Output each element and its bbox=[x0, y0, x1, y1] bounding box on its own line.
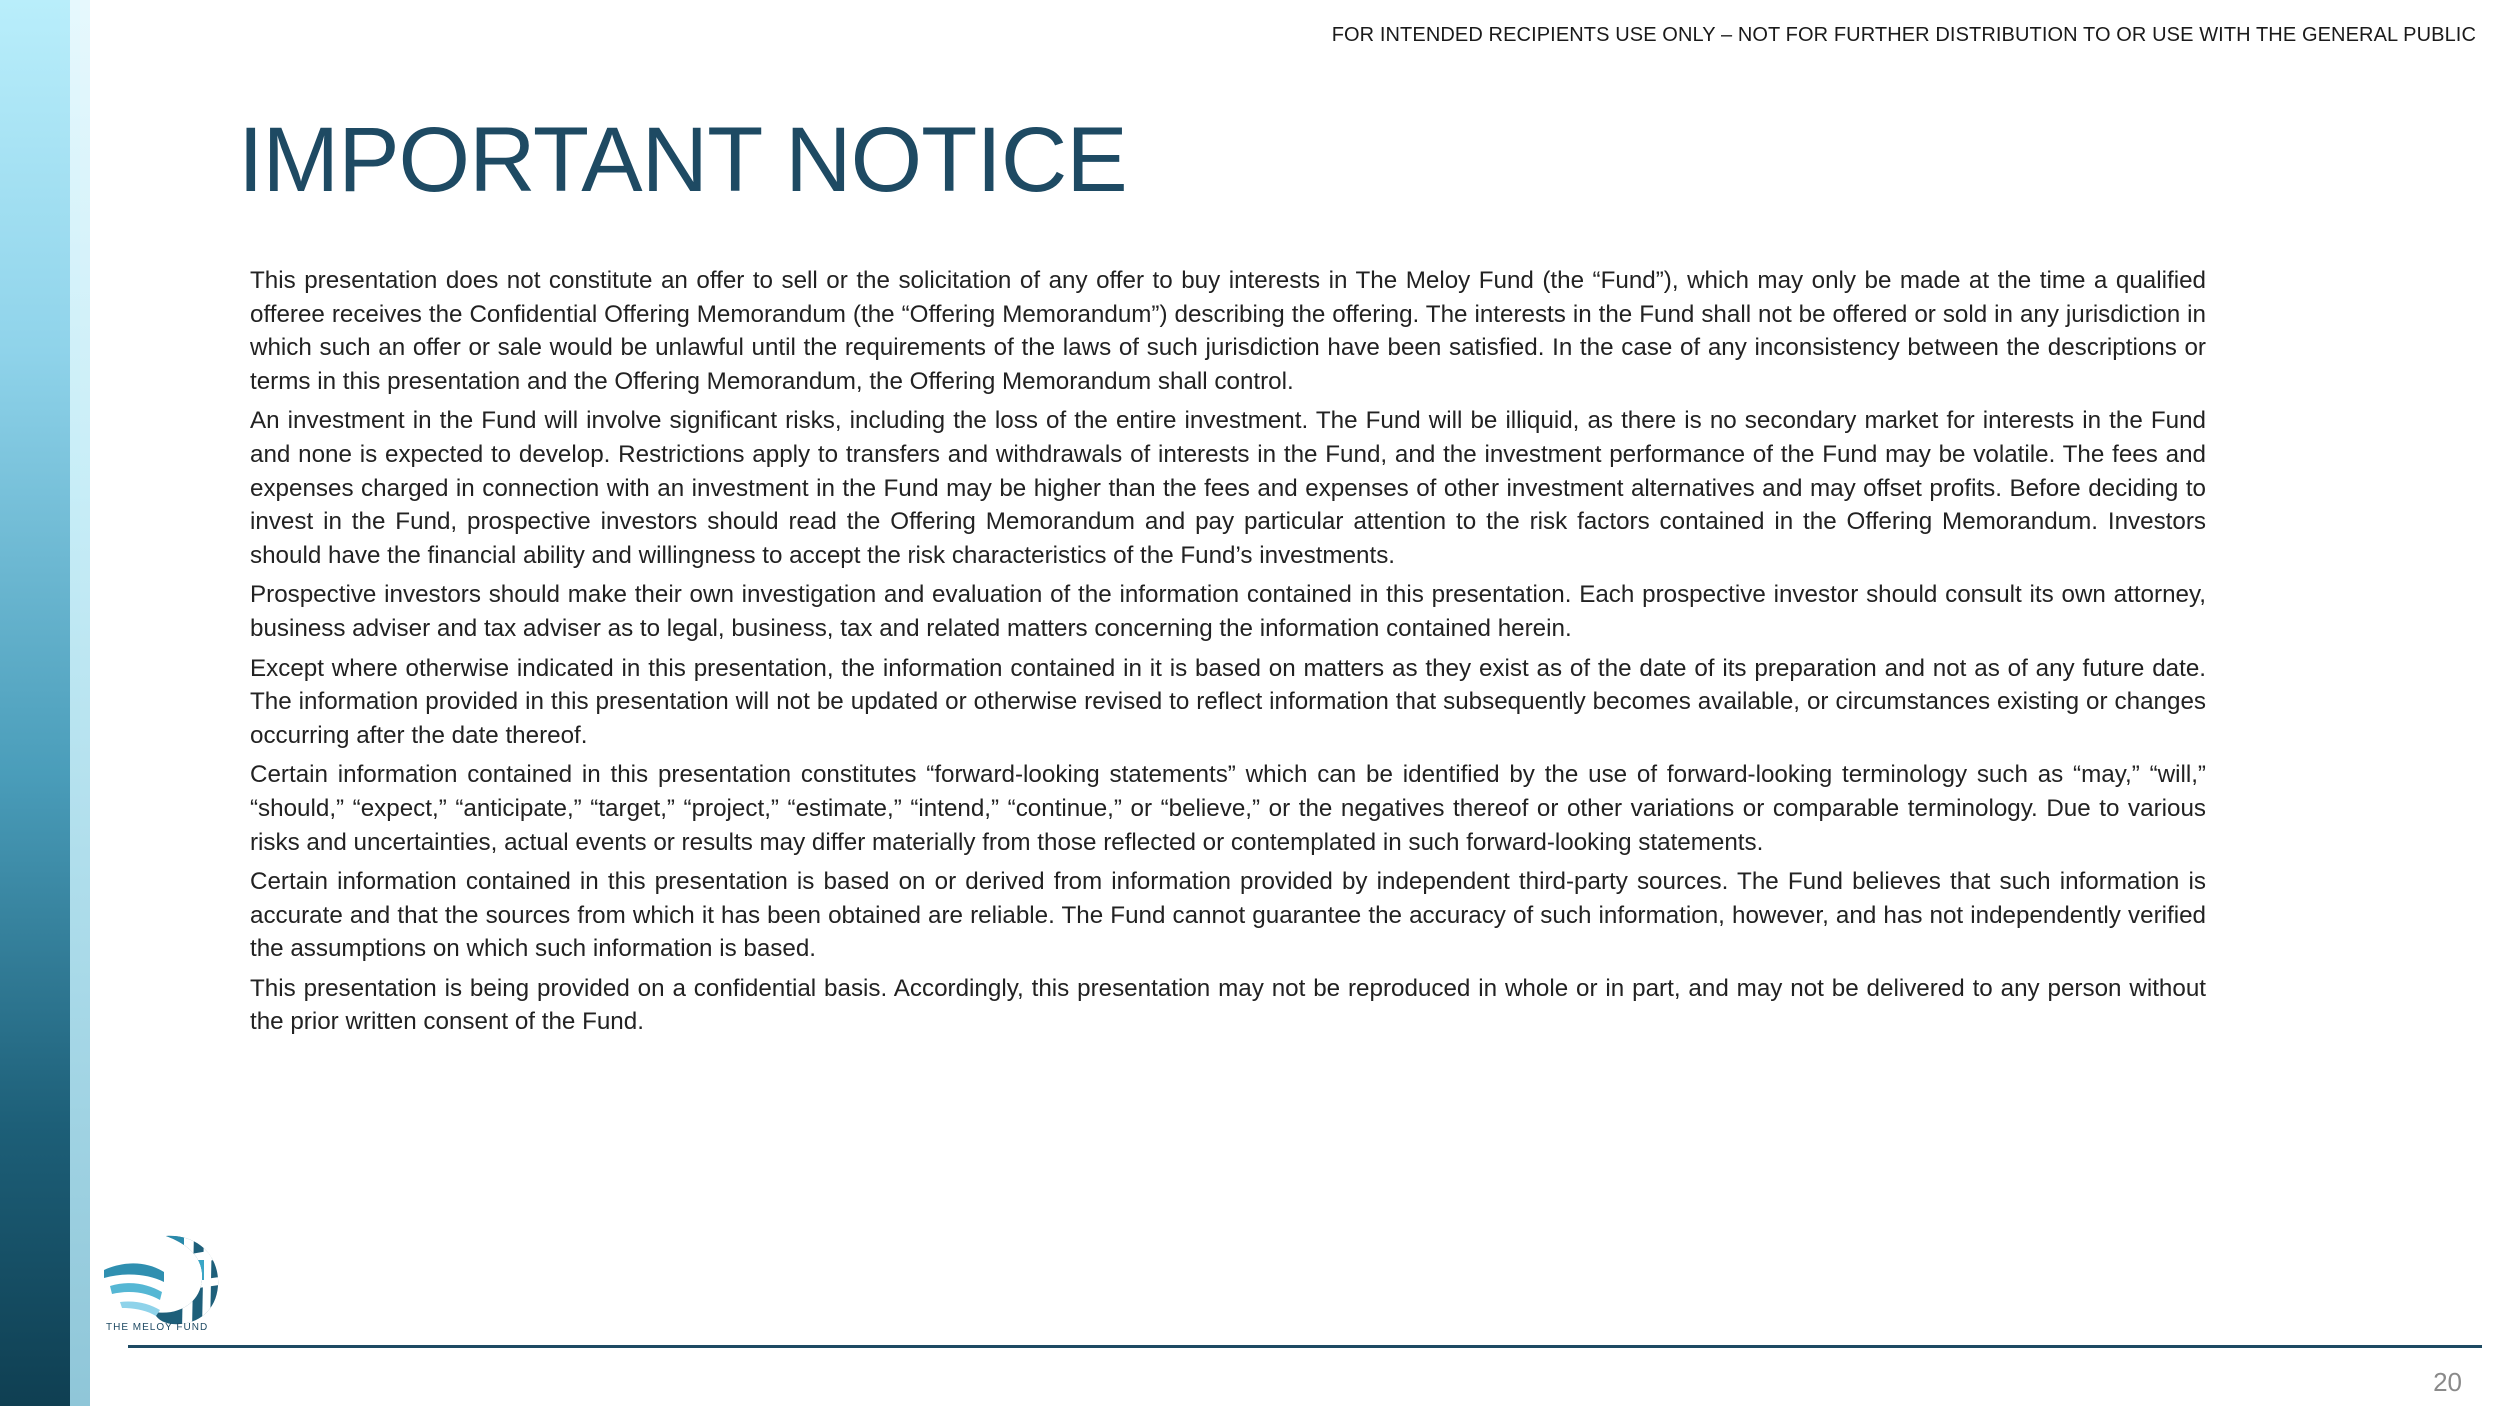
notice-paragraph-forward-looking: Certain information contained in this presentation constitutes “forward-looking statements” which can be identified by the use of forward-looking terminology such as “may,” “will,” “should,” “expect,” “anticipate,” “target,” “project,” “estimate,” “intend,” “continue,” or “believe,” or the negatives thereof or other variations or comparable terminology. Due to various risks and uncertainties, actual events or results may differ materially from those reflected or contemplated in such forward-looking statements. bbox=[250, 761, 2206, 856]
distribution-disclaimer: FOR INTENDED RECIPIENTS USE ONLY – NOT FOR FURTHER DISTRIBUTION TO OR USE WITH THE GENERAL PUBLIC bbox=[1331, 24, 2476, 46]
notice-paragraph-confidential: This presentation is being provided on a confidential basis. Accordingly, this presentation may not be reproduced in whole or in part, and may not be delivered to any person without the prior written consent of the Fund. bbox=[250, 974, 2206, 1036]
page-number: 20 bbox=[2433, 1367, 2462, 1397]
page-title: IMPORTANT NOTICE bbox=[238, 109, 1127, 211]
footer-divider bbox=[128, 1345, 2482, 1348]
notice-paragraph-date: Except where otherwise indicated in this presentation, the information contained in it is based on matters as they exist as of the date of its preparation and not as of any future date. The information provided in this presentation will not be updated or otherwise revised to reflect information that subsequently becomes available, or circumstances existing or changes occurring after the date thereof. bbox=[250, 654, 2206, 749]
notice-paragraph-offer: This presentation does not constitute an offer to sell or the solicitation of any offer to buy interests in The Meloy Fund (the “Fund”), which may only be made at the time a qualified offeree receives the Confidential Offering Memorandum (the “Offering Memorandum”) describing the offering. The interests in the Fund shall not be offered or sold in any jurisdiction in which such an offer or sale would be unlawful until the requirements of the laws of such jurisdiction have been satisfied. In the case of any inconsistency between the descriptions or terms in this presentation and the Offering Memorandum, the Offering Memorandum shall control. bbox=[250, 267, 2206, 395]
decorative-side-bar-edge bbox=[70, 0, 90, 1406]
notice-paragraph-investigation: Prospective investors should make their own investigation and evaluation of the information contained in this presentation. Each prospective investor should consult its own attorney, business adviser and tax adviser as to legal, business, tax and related matters concerning the information contained herein. bbox=[250, 581, 2206, 642]
notice-paragraph-risks: An investment in the Fund will involve significant risks, including the loss of the entire investment. The Fund will be illiquid, as there is no secondary market for interests in the Fund and none is expected to develop. Restrictions apply to transfers and withdrawals of interests in the Fund, and the investment performance of the Fund may be volatile. The fees and expenses charged in connection with an investment in the Fund may be higher than the fees and expenses of other investment alternatives and may offset profits. Before deciding to invest in the Fund, prospective investors should read the Offering Memorandum and pay particular attention to the risk factors contained in the Offering Memorandum. Investors should have the financial ability and willingness to accept the risk characteristics of the Fund’s investments. bbox=[250, 407, 2206, 569]
decorative-side-bar bbox=[0, 0, 70, 1406]
notice-body bbox=[250, 264, 2206, 1045]
notice-paragraph-third-party: Certain information contained in this presentation is based on or derived from information provided by independent third-party sources. The Fund believes that such information is accurate and that the sources from which it has been obtained are reliable. The Fund cannot guarantee the accuracy of such information, however, and has not independently verified the assumptions on which such information is based. bbox=[250, 868, 2206, 963]
logo-wordmark: THE MELOY FUND bbox=[106, 1322, 209, 1333]
